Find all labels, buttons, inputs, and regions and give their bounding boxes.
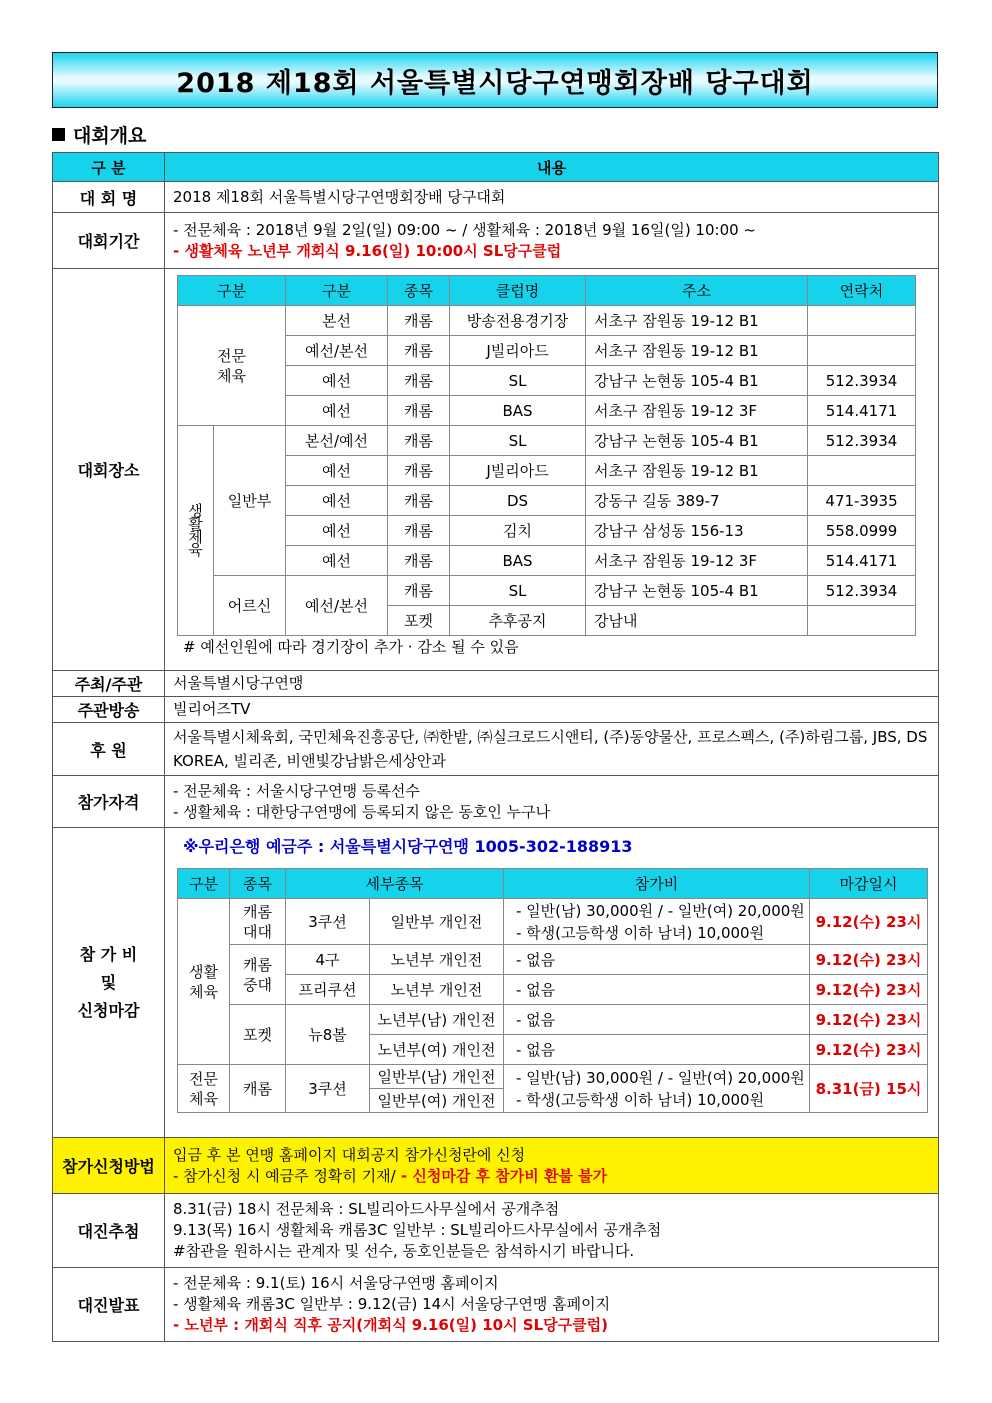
fee-amount: - 없음 [504, 945, 810, 975]
value-name: 2018 제18회 서울특별시당구연맹회장배 당구대회 [165, 182, 939, 213]
announce-line-1: - 전문체육 : 9.1(토) 16시 서울당구연맹 홈페이지 [173, 1274, 499, 1292]
venue-header-div: 구분 [286, 276, 388, 306]
fee-amount [504, 899, 810, 945]
fee-event: 캐롬 [230, 1065, 286, 1113]
fee-amount-line: - 학생(고등학생 이하 남녀) 10,000원 [516, 1090, 765, 1109]
venue-div: 예선 [286, 546, 388, 576]
venue-div: 본선 [286, 306, 388, 336]
fee-row [178, 975, 928, 1005]
venue-address: 강남구 논현동 105-4 B1 [586, 576, 808, 606]
fee-deadline: 9.12(수) 23시 [810, 945, 928, 975]
venue-event: 캐롬 [388, 486, 450, 516]
fee-deadline: 9.12(수) 23시 [810, 899, 928, 945]
value-broadcast: 빌리어즈TV [165, 697, 939, 723]
venue-event: 캐롬 [388, 456, 450, 486]
venue-header-contact: 연락처 [808, 276, 916, 306]
period-line-1: - 전문체육 : 2018년 9월 2일(일) 09:00 ~ / 생활체육 : 2018년 9월 16일(일) 10:00 ~ [173, 220, 757, 239]
fee-header-detail: 세부종목 [286, 869, 504, 899]
label-fee-1: 참 가 비 [79, 944, 138, 964]
label-announce: 대진발표 [53, 1268, 165, 1342]
fee-kind: 뉴8볼 [286, 1005, 370, 1065]
venue-contact: 512.3934 [808, 366, 916, 396]
venue-event: 캐롬 [388, 516, 450, 546]
apply-line-2b: - 신청마감 후 참가비 환불 불가 [395, 1166, 608, 1185]
value-fee [165, 828, 939, 1138]
venue-address: 강동구 길동 389-7 [586, 486, 808, 516]
venue-club: 추후공지 [450, 606, 586, 636]
row-announce [53, 1268, 939, 1342]
venue-header-address: 주소 [586, 276, 808, 306]
venue-club: SL [450, 366, 586, 396]
fee-deadline: 9.12(수) 23시 [810, 1005, 928, 1035]
venue-contact: 514.4171 [808, 546, 916, 576]
square-bullet-icon [52, 128, 65, 141]
venue-address: 강남구 논현동 105-4 B1 [586, 426, 808, 456]
venue-header-club: 클럽명 [450, 276, 586, 306]
row-host [53, 671, 939, 697]
venue-group-life [178, 426, 214, 636]
venue-contact [808, 606, 916, 636]
row-fee [53, 828, 939, 1138]
fee-deadline: 9.12(수) 23시 [810, 1035, 928, 1065]
fee-detail: 일반부(남) 개인전 [370, 1065, 504, 1089]
fee-header-deadline: 마감일시 [810, 869, 928, 899]
draw-line-1: 8.31(금) 18시 전문체육 : SL빌리아드사무실에서 공개추첨 [173, 1200, 560, 1218]
fee-header-group: 구분 [178, 869, 230, 899]
announce-line-2: - 생활체육 캐롬3C 일반부 : 9.12(금) 14시 서울당구연맹 홈페이지 [173, 1295, 611, 1313]
venue-club: J빌리아드 [450, 336, 586, 366]
venue-div: 예선 [286, 366, 388, 396]
venue-contact: 514.4171 [808, 396, 916, 426]
venue-address: 서초구 잠원동 19-12 3F [586, 396, 808, 426]
venue-club: BAS [450, 546, 586, 576]
venue-club: BAS [450, 396, 586, 426]
draw-line-3: #참관을 원하시는 관계자 및 선수, 동호인분들은 참석하시기 바랍니다. [173, 1242, 635, 1260]
value-eligibility [165, 776, 939, 828]
venue-club: SL [450, 426, 586, 456]
fee-kind: 4구 [286, 945, 370, 975]
fee-deadline: 8.31(금) 15시 [810, 1065, 928, 1113]
venue-sub-general: 일반부 [214, 426, 286, 576]
label-venue: 대회장소 [53, 269, 165, 671]
fee-header-row [178, 869, 928, 899]
venue-event: 캐롬 [388, 426, 450, 456]
venue-row [178, 336, 916, 366]
venue-address: 강남내 [586, 606, 808, 636]
announce-line-3: - 노년부 : 개회식 직후 공지(개회식 9.16(일) 10시 SL당구클럽) [173, 1316, 608, 1334]
venue-club: DS [450, 486, 586, 516]
fee-event: 캐롬 대대 [230, 899, 286, 945]
venue-group-pro: 전문 체육 [178, 306, 286, 426]
row-eligibility [53, 776, 939, 828]
row-venue [53, 269, 939, 671]
fee-detail: 노년부 개인전 [370, 945, 504, 975]
venue-club: 방송전용경기장 [450, 306, 586, 336]
venue-contact: 512.3934 [808, 576, 916, 606]
header-row [53, 153, 939, 182]
venue-contact: 512.3934 [808, 426, 916, 456]
venue-header-row [178, 276, 916, 306]
header-category: 구 분 [53, 153, 165, 182]
header-content: 내용 [165, 153, 939, 182]
venue-table [177, 275, 916, 636]
venue-div: 예선/본선 [286, 576, 388, 636]
label-apply: 참가신청방법 [53, 1138, 165, 1194]
fee-amount-line: - 일반(남) 30,000원 / - 일반(여) 20,000원 [516, 901, 805, 920]
row-apply [53, 1138, 939, 1194]
fee-amount: - 없음 [504, 975, 810, 1005]
venue-contact [808, 306, 916, 336]
venue-club: 김치 [450, 516, 586, 546]
fee-row [178, 1065, 928, 1089]
fee-kind: 3쿠션 [286, 1065, 370, 1113]
fee-amount-line: - 학생(고등학생 이하 남녀) 10,000원 [516, 923, 765, 942]
venue-contact [808, 336, 916, 366]
bank-account: ※우리은행 예금주 : 서울특별시당구연맹 1005-302-188913 [183, 837, 633, 856]
section-heading [52, 120, 146, 148]
venue-row [178, 426, 916, 456]
fee-amount: - 없음 [504, 1005, 810, 1035]
label-fee [53, 828, 165, 1138]
label-period: 대회기간 [53, 213, 165, 269]
venue-address: 강남구 논현동 105-4 B1 [586, 366, 808, 396]
venue-contact: 558.0999 [808, 516, 916, 546]
fee-kind: 프리쿠션 [286, 975, 370, 1005]
venue-address: 서초구 잠원동 19-12 B1 [586, 306, 808, 336]
apply-line-2a: - 참가신청 시 예금주 정확히 기재/ [173, 1166, 396, 1185]
fee-event: 캐롬 중대 [230, 945, 286, 1005]
apply-line-2 [173, 1166, 930, 1187]
venue-group-life-text: 생활체육 [186, 502, 204, 555]
value-venue [165, 269, 939, 671]
label-host: 주최/주관 [53, 671, 165, 697]
value-apply [165, 1138, 939, 1194]
label-sponsor: 후 원 [53, 723, 165, 776]
value-draw [165, 1194, 939, 1268]
venue-header-event: 종목 [388, 276, 450, 306]
label-fee-2: 및 [100, 972, 117, 992]
fee-row [178, 899, 928, 945]
venue-div: 본선/예선 [286, 426, 388, 456]
fee-amount [504, 1065, 810, 1113]
fee-amount: - 없음 [504, 1035, 810, 1065]
venue-contact: 471-3935 [808, 486, 916, 516]
venue-club: SL [450, 576, 586, 606]
venue-event: 포켓 [388, 606, 450, 636]
fee-header-event: 종목 [230, 869, 286, 899]
label-broadcast: 주관방송 [53, 697, 165, 723]
fee-group-life: 생활 체육 [178, 899, 230, 1065]
eligibility-line-2: - 생활체육 : 대한당구연맹에 등록되지 않은 동호인 누구나 [173, 802, 551, 821]
draw-line-2: 9.13(목) 16시 생활체육 캐롬3C 일반부 : SL빌리아드사무실에서 공개추첨 [173, 1221, 662, 1239]
label-name: 대 회 명 [53, 182, 165, 213]
venue-address: 서초구 잠원동 19-12 3F [586, 546, 808, 576]
value-host: 서울특별시당구연맹 [165, 671, 939, 697]
fee-row [178, 945, 928, 975]
venue-event: 캐롬 [388, 576, 450, 606]
venue-row [178, 516, 916, 546]
venue-contact [808, 456, 916, 486]
row-draw [53, 1194, 939, 1268]
venue-event: 캐롬 [388, 546, 450, 576]
overview-table [52, 152, 939, 1342]
venue-div: 예선 [286, 516, 388, 546]
fee-group-pro: 전문 체육 [178, 1065, 230, 1113]
fee-table [177, 868, 928, 1113]
venue-div: 예선 [286, 456, 388, 486]
fee-amount-line: - 일반(남) 30,000원 / - 일반(여) 20,000원 [516, 1068, 805, 1087]
row-period [53, 213, 939, 269]
venue-row [178, 456, 916, 486]
venue-event: 캐롬 [388, 306, 450, 336]
label-fee-3: 신청마감 [77, 1000, 140, 1020]
venue-event: 캐롬 [388, 336, 450, 366]
venue-row [178, 546, 916, 576]
document-title: 2018 제18회 서울특별시당구연맹회장배 당구대회 [52, 52, 938, 108]
value-period [165, 213, 939, 269]
venue-event: 캐롬 [388, 396, 450, 426]
venue-address: 서초구 잠원동 19-12 B1 [586, 456, 808, 486]
row-broadcast [53, 697, 939, 723]
venue-row [178, 366, 916, 396]
venue-event: 캐롬 [388, 366, 450, 396]
eligibility-line-1: - 전문체육 : 서울시당구연맹 등록선수 [173, 781, 420, 800]
venue-div: 예선 [286, 486, 388, 516]
venue-div: 예선/본선 [286, 336, 388, 366]
venue-row [178, 306, 916, 336]
row-name [53, 182, 939, 213]
fee-event: 포켓 [230, 1005, 286, 1065]
venue-address: 서초구 잠원동 19-12 B1 [586, 336, 808, 366]
venue-header-group: 구분 [178, 276, 286, 306]
row-sponsor [53, 723, 939, 776]
venue-row [178, 486, 916, 516]
period-line-2: - 생활체육 노년부 개회식 9.16(일) 10:00시 SL당구클럽 [173, 241, 562, 260]
venue-note: # 예선인원에 따라 경기장이 추가 · 감소 될 수 있음 [183, 638, 519, 656]
section-title: 대회개요 [73, 124, 147, 147]
fee-deadline: 9.12(수) 23시 [810, 975, 928, 1005]
fee-detail: 노년부(여) 개인전 [370, 1035, 504, 1065]
fee-detail: 노년부(남) 개인전 [370, 1005, 504, 1035]
fee-row [178, 1005, 928, 1035]
fee-detail: 일반부 개인전 [370, 899, 504, 945]
label-eligibility: 참가자격 [53, 776, 165, 828]
venue-club: J빌리아드 [450, 456, 586, 486]
value-announce [165, 1268, 939, 1342]
venue-row [178, 396, 916, 426]
venue-address: 강남구 삼성동 156-13 [586, 516, 808, 546]
label-draw: 대진추첨 [53, 1194, 165, 1268]
fee-kind: 3쿠션 [286, 899, 370, 945]
venue-div: 예선 [286, 396, 388, 426]
venue-sub-senior: 어르신 [214, 576, 286, 636]
value-sponsor: 서울특별시체육회, 국민체육진흥공단, ㈜한밭, ㈜실크로드시앤티, (주)동양물산, 프로스펙스, (주)하림그룹, JBS, DS KOREA, 빌리존, 비앤빛강남밝은세상안과 [165, 723, 939, 776]
venue-row [178, 576, 916, 606]
fee-detail: 노년부 개인전 [370, 975, 504, 1005]
fee-detail: 일반부(여) 개인전 [370, 1089, 504, 1113]
apply-line-1: 입금 후 본 연맹 홈페이지 대회공지 참가신청란에 신청 [173, 1145, 526, 1164]
fee-header-fee: 참가비 [504, 869, 810, 899]
